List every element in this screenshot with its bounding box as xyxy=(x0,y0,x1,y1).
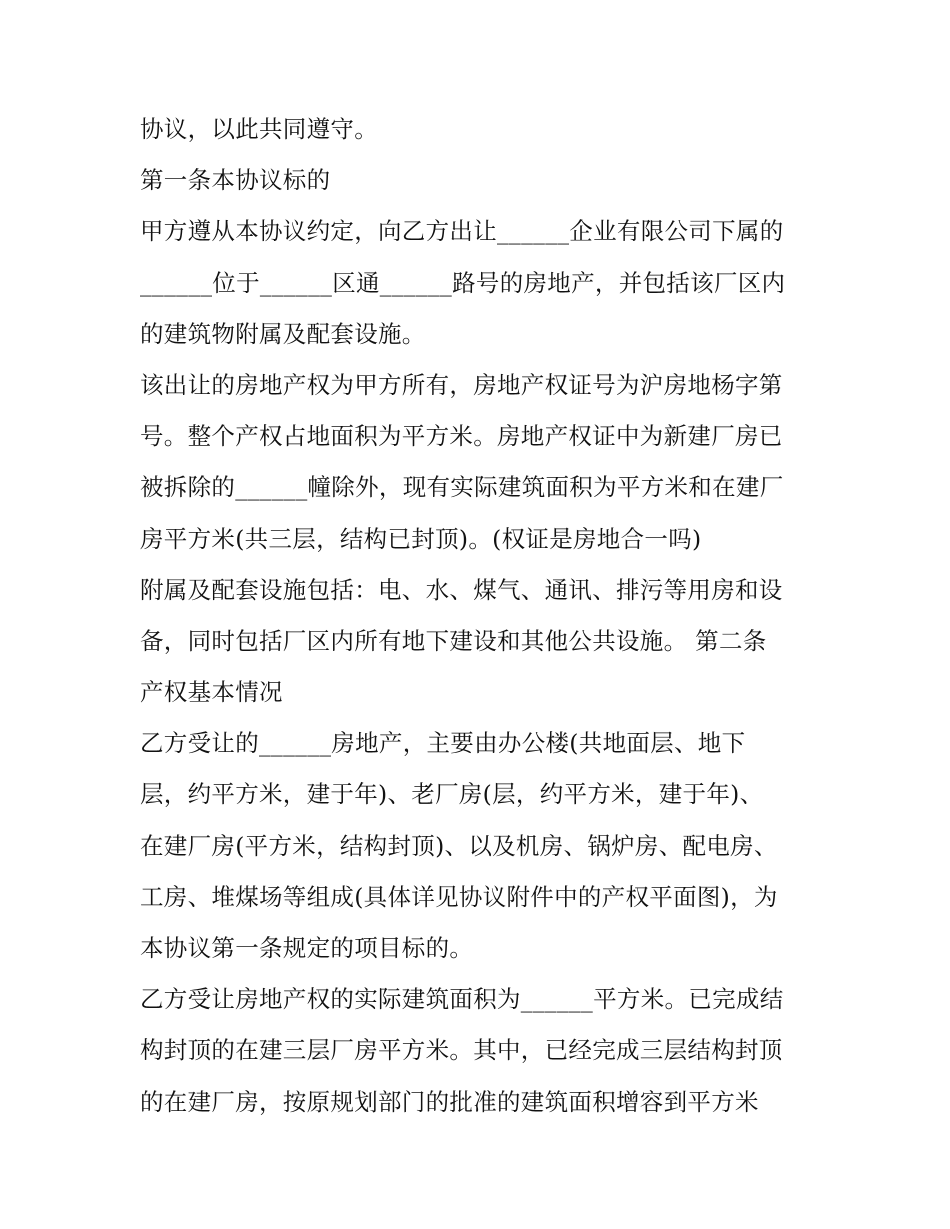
text-line: 该出让的房地产权为甲方所有，房地产权证号为沪房地杨字第 xyxy=(140,370,783,399)
text-line: 本协议第一条规定的项目标的。 xyxy=(140,934,474,962)
section-heading: 产权基本情况 xyxy=(140,678,283,707)
text-line: 乙方受让的______房地产，主要由办公楼(共地面层、地下 xyxy=(140,729,746,758)
text-line: 备，同时包括厂区内所有地下建设和其他公共设施。 第二条 xyxy=(140,626,767,655)
text-line: 工房、堆煤场等组成(具体详见协议附件中的产权平面图)，为 xyxy=(140,882,778,911)
text-line: 构封顶的在建三层厂房平方米。其中，已经完成三层结构封顶 xyxy=(140,1036,783,1065)
text-line: 协议，以此共同遵守。 xyxy=(140,115,378,143)
document-body xyxy=(140,104,820,1128)
text-line: 被拆除的______幢除外，现有实际建筑面积为平方米和在建厂 xyxy=(140,473,784,502)
section-heading: 第一条本协议标的 xyxy=(140,166,331,195)
text-line: 层，约平方米，建于年)、老厂房(层，约平方米，建于年)、 xyxy=(140,780,764,809)
text-line: 房平方米(共三层，结构已封顶)。(权证是房地合一吗) xyxy=(140,524,702,553)
text-line: 在建厂房(平方米，结构封顶)、以及机房、锅炉房、配电房、 xyxy=(140,831,778,860)
text-line: 号。整个产权占地面积为平方米。房地产权证中为新建厂房已 xyxy=(140,422,783,451)
text-line: 乙方受让房地产权的实际建筑面积为______平方米。已完成结 xyxy=(140,985,784,1014)
text-line: 的建筑物附属及配套设施。 xyxy=(140,319,426,348)
text-line: ______位于______区通______路号的房地产，并包括该厂区内 xyxy=(140,268,786,297)
text-line: 甲方遵从本协议约定，向乙方出让______企业有限公司下属的 xyxy=(140,217,784,246)
text-line: 附属及配套设施包括：电、水、煤气、通讯、排污等用房和设 xyxy=(140,575,783,604)
text-line: 的在建厂房，按原规划部门的批准的建筑面积增容到平方米 xyxy=(140,1087,759,1116)
